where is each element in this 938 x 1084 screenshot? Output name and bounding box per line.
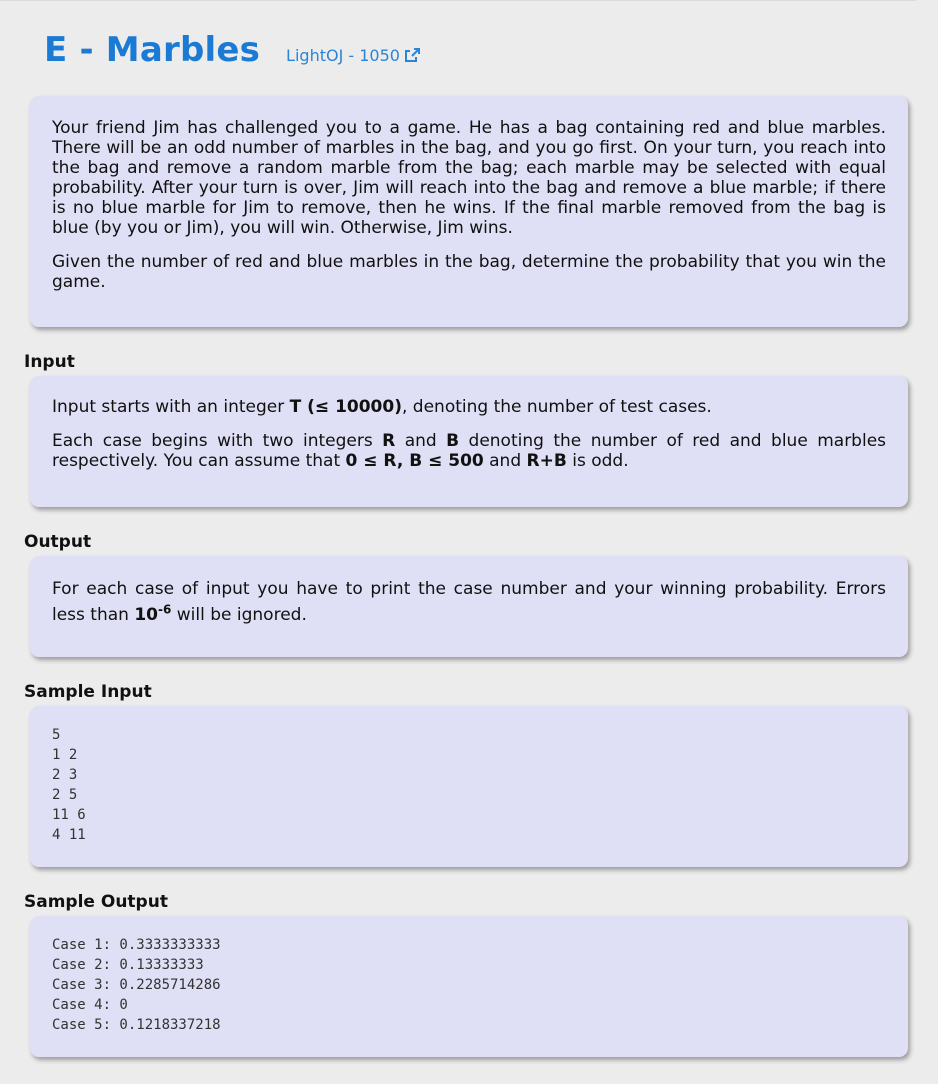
- input-paragraph-2: Each case begins with two integers R and B denoting the number of red and blue marbles respectively. You can assume that 0 ≤ R, B ≤ 500 and R+B is odd.: [52, 431, 887, 471]
- description-paragraph-2: Given the number of red and blue marbles in the bag, determine the probability that you win the game.: [52, 252, 886, 292]
- source-link[interactable]: [286, 46, 420, 65]
- top-divider: [0, 0, 916, 1]
- input-paragraph-1: Input starts with an integer T (≤ 10000), denoting the number of test cases.: [52, 397, 712, 417]
- description-paragraph-1: Your friend Jim has challenged you to a game. He has a bag containing red and blue marbles. There will be an odd number of marbles in the bag, and you go first. On your turn, you reach into the bag and remove a random marble from the bag; each marble may be selected with equal probability. After your turn is over, Jim will reach into the bag and remove a blue marble; if there is no blue marble for Jim to remove, then he wins. If the final marble removed from the bag is blue (by you or Jim), you will win. Otherwise, Jim wins.: [52, 118, 886, 238]
- sample-input-text: 5 1 2 2 3 2 5 11 6 4 11: [52, 727, 86, 843]
- sample-output-card: [30, 916, 908, 1057]
- input-heading: Input: [24, 352, 75, 372]
- sample-input-card: [30, 706, 908, 867]
- problem-title: E - Marbles: [44, 30, 261, 70]
- input-card: [30, 376, 908, 507]
- source-link-label: LightOJ - 1050: [286, 46, 400, 65]
- external-link-icon: [404, 48, 420, 63]
- description-card: [30, 96, 908, 327]
- sample-output-heading: Sample Output: [24, 892, 168, 912]
- output-card: [30, 556, 908, 657]
- sample-output-text: Case 1: 0.3333333333 Case 2: 0.13333333 Case 3: 0.2285714286 Case 4: 0 Case 5: 0.1218337218: [52, 937, 221, 1033]
- sample-input-heading: Sample Input: [24, 682, 152, 702]
- problem-header: [44, 30, 420, 70]
- output-paragraph: For each case of input you have to print the case number and your winning probability. Errors less than $10^{-6}$ will be ignored.: [52, 579, 886, 625]
- output-heading: Output: [24, 532, 92, 552]
